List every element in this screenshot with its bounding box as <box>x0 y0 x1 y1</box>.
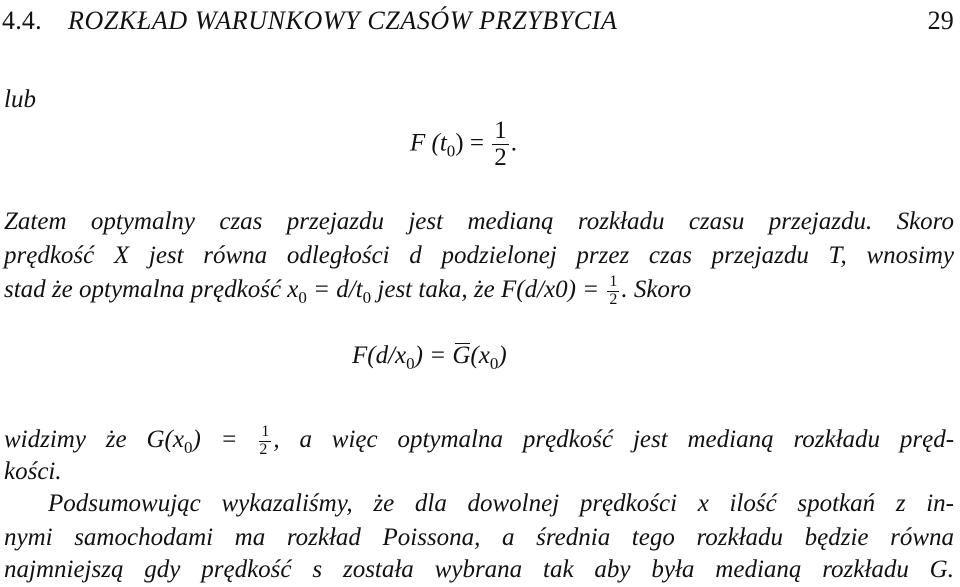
paragraph-2-line-1: widzimy że $G(x_0)$ = $\frac{1}{2}$ , a więc optymalna prędkość jest medianą rozkładu pręd- <box>4 423 955 458</box>
paragraph-2-line-2: kości. <box>4 458 62 485</box>
paragraph-3-line-1: Podsumowując wykazaliśmy, że dla dowolnej prędkości x ilość spotkań z in- <box>48 490 954 517</box>
paragraph-1-line-1: Zatem optymalny czas przejazdu jest medianą rozkładu czasu przejazdu. Skoro <box>4 208 954 235</box>
g-bar-symbol: G <box>452 340 470 372</box>
page-number: 29 <box>927 6 954 35</box>
equation-2: $F(d/x_0) = G(x_0)$ <box>352 342 507 373</box>
paragraph-1-line-2: prędkość X jest równa odległości d podzielonej przez czas przejazdu T, wnosimy <box>4 242 954 269</box>
text-lub: lub <box>4 86 36 113</box>
paragraph-3-line-2: nymi samochodami ma rozkład Poissona, a średnia tego rozkładu będzie równa <box>4 524 954 551</box>
equation-1: F $(t_0)$ = $\frac{1}{2}$ . <box>410 117 517 172</box>
fraction-one-half-inline-2: $\frac{1}{2}$ <box>259 423 270 458</box>
fraction-one-half-inline: $\frac{1}{2}$ <box>609 273 618 308</box>
section-title: ROZKŁAD WARUNKOWY CZASÓW PRZYBYCIA <box>68 6 618 35</box>
paragraph-1-line-3: stad że optymalna prędkość $x_0 = d/t_0$ jest taka, że F(d/x0) = $\frac{1}{2}$ . Skoro <box>4 273 692 308</box>
section-number: 4.4. <box>2 6 42 35</box>
running-header <box>2 4 954 38</box>
fraction-one-half: $\frac{1}{2}$ <box>494 117 507 172</box>
paragraph-3-line-3: najmniejszą gdy prędkość s została wybrana tak aby była medianą rozkładu G. <box>4 556 954 583</box>
